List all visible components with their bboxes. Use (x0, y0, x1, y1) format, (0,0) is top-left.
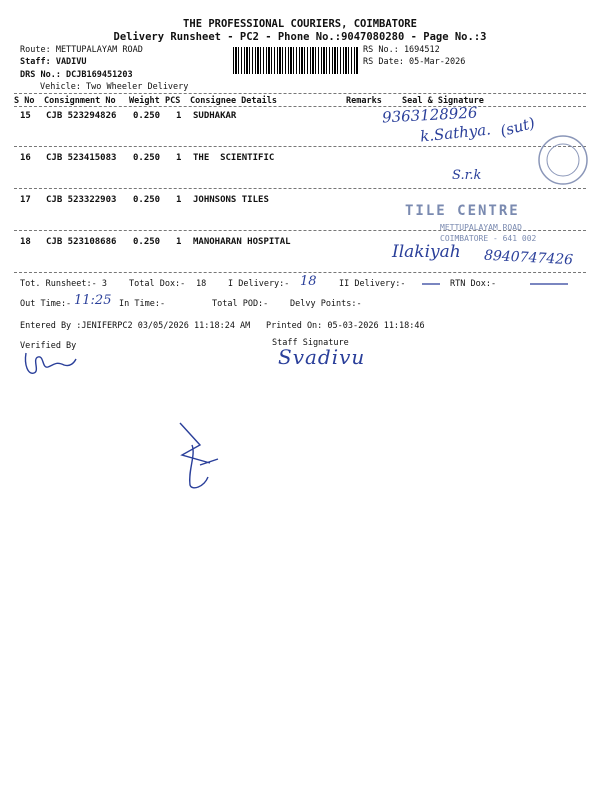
dash-marks-icon (420, 280, 570, 288)
col-seal: Seal & Signature (402, 96, 484, 106)
row-consignment: CJB 523294826 (46, 111, 117, 121)
row-pcs: 1 (176, 237, 182, 247)
row-pcs: 1 (176, 111, 182, 121)
r16-signature: S.r.k (452, 168, 482, 183)
row-sno: 16 (20, 153, 31, 163)
in-time-label: In Time:- (119, 299, 166, 309)
col-remarks: Remarks (346, 96, 382, 106)
staff-signature-label: Staff Signature (272, 338, 349, 348)
table-header-rule (14, 106, 586, 107)
out-time-label: Out Time:- (20, 299, 72, 309)
r17-stamp-name: TILE CENTRE (405, 203, 520, 219)
rs-date: RS Date: 05-Mar-2026 (363, 57, 466, 67)
col-sno: S No (14, 96, 35, 106)
r15-name-handwriting: k.Sathya. (419, 120, 492, 146)
row-consignee: MANOHARAN HOSPITAL (193, 237, 291, 247)
runsheet-subtitle: Delivery Runsheet - PC2 - Phone No.:9047080280 - Page No.:3 (113, 31, 487, 43)
ii-delivery-label: II Delivery:- (339, 279, 406, 289)
row-sno: 15 (20, 111, 31, 121)
rtn-dox-label: RTN Dox:- (450, 279, 497, 289)
company-title: THE PROFESSIONAL COURIERS, COIMBATORE (183, 18, 417, 30)
row-rule (14, 272, 586, 273)
r17-stamp-city: COIMBATORE - 641 002 (440, 234, 537, 243)
drs-label: DRS No.: DCJB169451203 (20, 70, 133, 80)
entered-by: Entered By :JENIFERPC2 03/05/2026 11:18:24 AM (20, 321, 251, 331)
row-sno: 17 (20, 195, 31, 205)
staff-signature-handwriting: Svadivu (278, 345, 366, 369)
vehicle-label: Vehicle: Two Wheeler Delivery (40, 82, 189, 92)
verified-signature-icon (20, 345, 80, 380)
table-top-rule (14, 93, 586, 94)
col-consignment: Consignment No (44, 96, 116, 106)
col-weight: Weight (129, 96, 160, 106)
barcode (233, 47, 358, 74)
total-pod-label: Total POD:- (212, 299, 269, 309)
row-consignee: SUDHAKAR (193, 111, 237, 121)
verified-by-label: Verified By (20, 341, 77, 351)
tot-runsheet: Tot. Runsheet:- 3 (20, 279, 107, 289)
row-consignee: THE SCIENTIFIC (193, 153, 275, 163)
row-rule (14, 146, 586, 147)
row-consignee: JOHNSONS TILES (193, 195, 269, 205)
out-time-handwriting: 11:25 (74, 293, 112, 308)
col-consignee: Consignee Details (190, 96, 277, 106)
row-consignment: CJB 523415083 (46, 153, 117, 163)
i-delivery-label: I Delivery:- (228, 279, 290, 289)
row-weight: 0.250 (133, 237, 161, 247)
scribble-mark-icon (170, 415, 225, 495)
row-weight: 0.250 (133, 111, 161, 121)
row-pcs: 1 (176, 195, 182, 205)
i-delivery-handwriting: 18 (300, 274, 317, 289)
row-sno: 18 (20, 237, 31, 247)
rs-number: RS No.: 1694512 (363, 45, 440, 55)
round-stamp-icon (535, 128, 590, 193)
r18-phone-handwriting: 8940747426 (483, 247, 574, 269)
row-consignment: CJB 523108686 (46, 237, 117, 247)
total-dox-label: Total Dox:- (129, 279, 186, 289)
total-dox-value: 18 (196, 279, 207, 289)
row-rule (14, 188, 586, 189)
row-pcs: 1 (176, 153, 182, 163)
delvy-points-label: Delvy Points:- (290, 299, 362, 309)
printed-on: Printed On: 05-03-2026 11:18:46 (266, 321, 425, 331)
r17-stamp-address: METTUPALAYAM ROAD (440, 223, 522, 232)
r15-phone-handwriting: 9363128926 (381, 103, 478, 127)
row-consignment: CJB 523322903 (46, 195, 117, 205)
col-pcs: PCS (165, 96, 181, 106)
row-weight: 0.250 (133, 153, 161, 163)
r18-signature: Ilakiyah (392, 242, 461, 262)
row-weight: 0.250 (133, 195, 161, 205)
staff-label: Staff: VADIVU (20, 57, 87, 67)
route-label: Route: METTUPALAYAM ROAD (20, 45, 143, 55)
r15-signature: (sut) (498, 113, 537, 141)
